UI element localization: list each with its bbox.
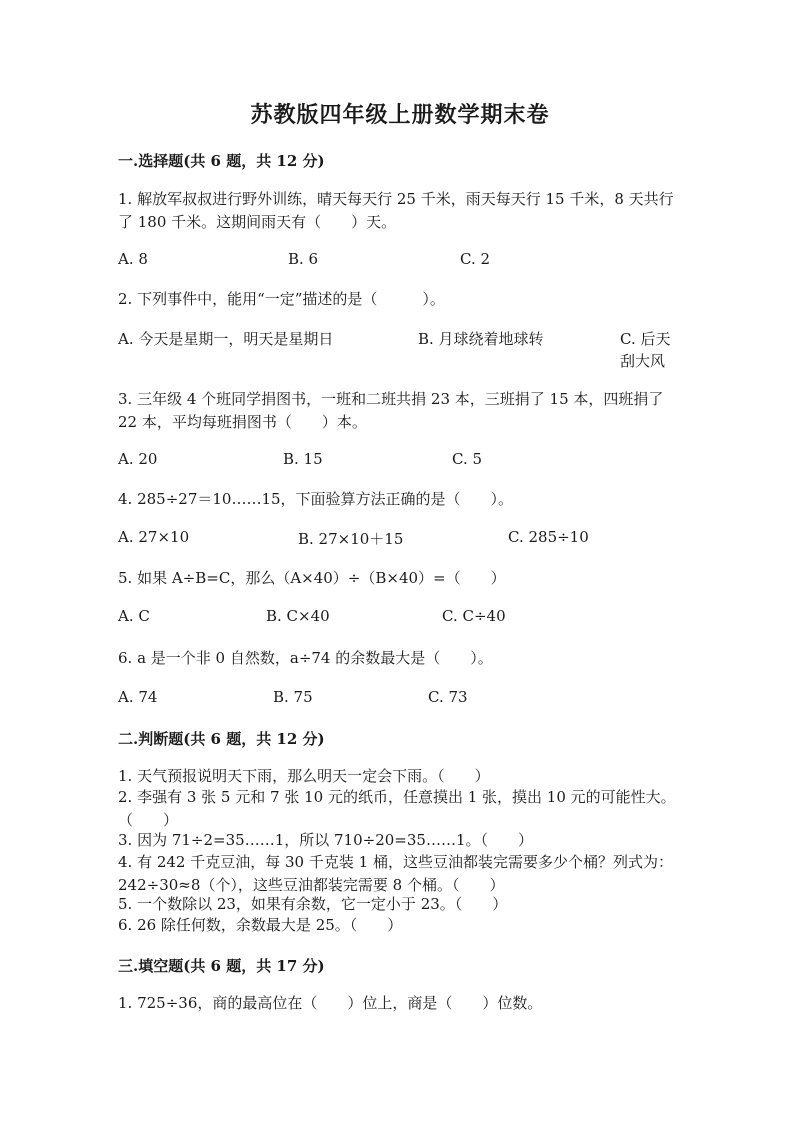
options-1 xyxy=(118,250,678,272)
judge-item-2: 2. 李强有 3 张 5 元和 7 张 10 元的纸币，任意摸出 1 张，摸出 10 元的可能性大。 （ ） xyxy=(118,788,699,829)
question-6: 6. a 是一个非 0 自然数，a÷74 的余数最大是（ ）。 xyxy=(118,649,493,667)
question-1: 1. 解放军叔叔进行野外训练，晴天每天行 25 千米，雨天每天行 15 千米，8 天共行了 180 千米。这期间雨天有（ ）天。 xyxy=(118,190,674,231)
section-heading-fill: 三.填空题(共 6 题，共 17 分) xyxy=(118,957,325,975)
option-b: B. 15 xyxy=(283,450,323,468)
option-b: B. 27×10＋15 xyxy=(298,530,404,548)
judge-item-5: 5. 一个数除以 23，如果有余数，它一定小于 23。（ ） xyxy=(118,895,508,913)
option-c: C. 285÷10 xyxy=(508,528,589,546)
judge-item-6: 6. 26 除任何数，余数最大是 25。（ ） xyxy=(118,916,403,934)
option-c: C. 后天刮大风 xyxy=(620,330,671,370)
options-3 xyxy=(118,450,678,472)
option-b: B. C×40 xyxy=(266,607,330,625)
options-4 xyxy=(118,528,678,550)
judge-item-4: 4. 有 242 千克豆油，每 30 千克装 1 桶，这些豆油都装完需要多少个桶？列式为：242÷30≈8（个），这些豆油都装完需要 8 个桶。（ ） xyxy=(118,853,673,894)
question-3: 3. 三年级 4 个班同学捐图书，一班和二班共捐 23 本，三班捐了 15 本，四班捐了 22 本，平均每班捐图书（ ）本。 xyxy=(118,390,664,431)
option-c: C. 73 xyxy=(428,688,468,706)
option-b: B. 75 xyxy=(273,688,313,706)
question-2: 2. 下列事件中，能用“一定”描述的是（ ）。 xyxy=(118,290,445,308)
option-c: C. 5 xyxy=(452,450,483,468)
option-a: A. 20 xyxy=(118,450,158,468)
options-5 xyxy=(118,607,678,629)
section-heading-judge: 二.判断题(共 6 题，共 12 分) xyxy=(118,730,325,748)
judge-item-3: 3. 因为 71÷2=35……1，所以 710÷20=35……1。（ ） xyxy=(118,831,533,849)
options-6 xyxy=(118,688,678,710)
option-a: A. 今天是星期一，明天是星期日 xyxy=(118,330,334,348)
option-c: C. C÷40 xyxy=(442,607,506,625)
section-heading-choice: 一.选择题(共 6 题，共 12 分) xyxy=(118,152,325,170)
question-5: 5. 如果 A÷B=C，那么（A×40）÷（B×40）=（ ） xyxy=(118,569,506,587)
option-b: B. 月球绕着地球转 xyxy=(418,330,544,348)
fill-question-1: 1. 725÷36，商的最高位在（ ）位上，商是（ ）位数。 xyxy=(118,994,543,1012)
option-a: A. 74 xyxy=(118,688,158,706)
page-title: 苏教版四年级上册数学期末卷 xyxy=(250,102,550,128)
options-2 xyxy=(118,328,678,372)
option-a: A. 27×10 xyxy=(118,528,190,546)
option-a: A. 8 xyxy=(118,250,148,268)
question-4: 4. 285÷27＝10……15，下面验算方法正确的是（ ）。 xyxy=(118,490,514,508)
judge-item-1: 1. 天气预报说明天下雨，那么明天一定会下雨。（ ） xyxy=(118,767,490,785)
option-c: C. 2 xyxy=(460,250,491,268)
option-b: B. 6 xyxy=(288,250,319,268)
option-a: A. C xyxy=(118,607,150,625)
